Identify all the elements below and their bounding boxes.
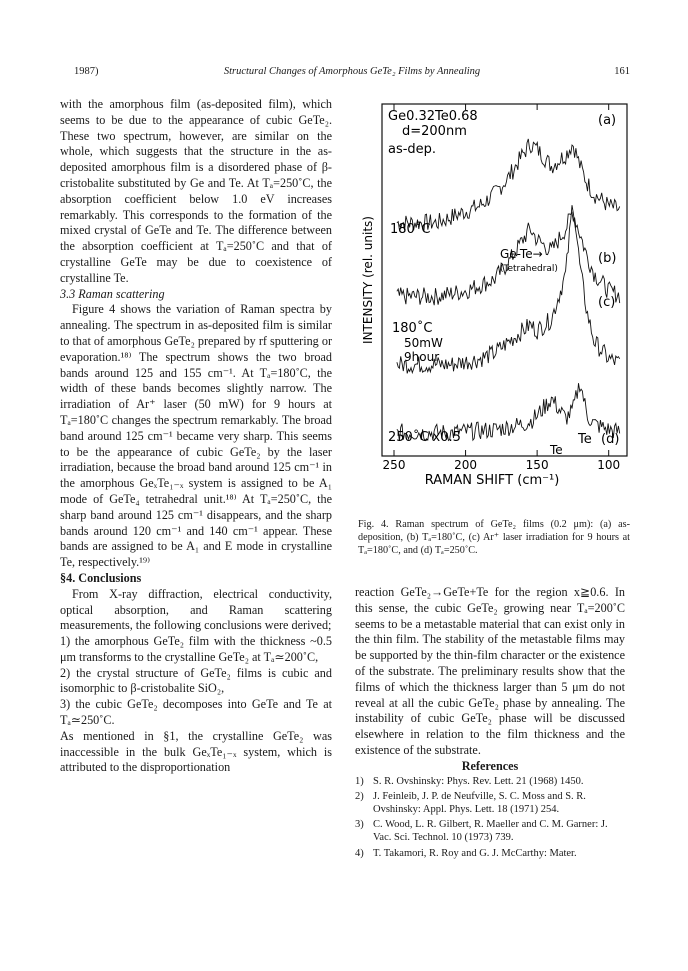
reference-text: J. Feinleib, J. P. de Neufville, S. C. Moss and S. R. Ovshinsky: Appl. Phys. Lett. 18 (1971) 254.	[373, 790, 586, 815]
reference-item	[355, 775, 625, 788]
spectra-lines	[397, 139, 620, 441]
x-tick-label: 200	[454, 458, 478, 472]
label-180c: 180˚C	[390, 222, 431, 237]
label-9hour: 9hour	[404, 350, 440, 364]
reference-number: 4)	[355, 847, 364, 859]
y-axis-label: INTENSITY (rel. units)	[361, 216, 375, 344]
annotation-ge-te: Ge-Te→	[500, 247, 543, 261]
page-number: 161	[614, 66, 630, 77]
reference-number: 1)	[355, 775, 364, 787]
x-ticks	[383, 104, 621, 472]
annotation-tetrahedral: (Tetrahedral)	[500, 264, 558, 274]
raman-figure	[352, 98, 630, 488]
raman-chart	[352, 98, 630, 488]
paragraph-conclusions-intro: From X-ray diffraction, electrical conductivity, optical absorption, and Raman scattering measurements, the following conclusions were derived;	[60, 586, 332, 633]
annotation-te-lower: Te	[550, 443, 563, 457]
reference-text: T. Takamori, R. Roy and G. J. McCarthy: Mater.	[373, 847, 577, 859]
subsection-raman-heading: 3.3 Raman scattering	[60, 286, 165, 301]
paragraph-bulk: As mentioned in §1, the crystalline GeTe₂ was inaccessible in the bulk GeₓTe₁₋ₓ system, which is attributed to the disproportionation	[60, 728, 332, 775]
running-header	[74, 66, 630, 82]
reference-item	[355, 847, 625, 860]
references-heading: References	[461, 758, 519, 773]
right-column	[355, 585, 625, 862]
header-title: Structural Changes of Amorphous GeTe₂ Films by Annealing	[223, 66, 481, 77]
panel-label-b: (b)	[598, 251, 617, 266]
sample-thickness: d=200nm	[402, 124, 467, 139]
reference-number: 3)	[355, 819, 364, 831]
references-list	[355, 775, 625, 860]
label-180c-laser: 180˚C	[392, 321, 433, 336]
panel-label-a: (a)	[598, 113, 617, 128]
sample-composition: Ge0.32Te0.68	[388, 109, 478, 124]
label-50mw: 50mW	[404, 336, 443, 350]
label-as-dep: as-dep.	[388, 142, 437, 157]
conclusion-item-1: 1) the amorphous GeTe₂ film with the thickness ~0.5 μm transforms to the crystalline GeTe₂ at Tₐ≃200˚C,	[60, 634, 332, 664]
x-tick-label: 100	[597, 458, 621, 472]
annotation-te-upper: Te	[578, 432, 592, 447]
left-column	[60, 97, 332, 776]
panel-label-c: (c)	[598, 295, 616, 310]
figure-caption: Fig. 4. Raman spectrum of GeTe₂ films (0.2 μm): (a) as-deposition, (b) Tₐ=180˚C, (c) Ar⁺ laser irradiation for 9 hours at Tₐ=180˚C, and (d) Tₐ=250˚C.	[358, 519, 630, 556]
reference-number: 2)	[355, 790, 364, 802]
conclusion-item-2: 2) the crystal structure of GeTe₂ films is cubic and isomorphic to β-cristobalite SiO₂,	[60, 665, 332, 696]
x-axis-label: RAMAN SHIFT (cm⁻¹)	[424, 473, 560, 488]
reference-text: S. R. Ovshinsky: Phys. Rev. Lett. 21 (1968) 1450.	[373, 775, 584, 787]
section-conclusions-heading: §4. Conclusions	[60, 570, 142, 585]
paragraph-optical: with the amorphous film (as-deposited film), which seems to be due to the appearance of cubic GeTe₂. These two spectrum, however, are similar on the whole, which suggests that the structure in the as-deposited amorphous film is a disordered phase of β-cristobalite substituted by Ge and Te. At Tₐ=250˚C, the absorption coefficient below 1.0 eV increases remarkably. This corresponds to the formation of the mixed crystal of GeTe and Te. The difference between the absorption coefficient at Tₐ=250˚C and that of crystalline GeTe may be due to coexistence of crystalline Te.	[60, 97, 332, 285]
reference-item	[355, 818, 625, 844]
label-250c-x05: 250˚C x0.5	[388, 430, 461, 445]
conclusion-item-3: 3) the cubic GeTe₂ decomposes into GeTe and Te at Tₐ≃250˚C.	[60, 697, 332, 728]
paragraph-metastable: reaction GeTe₂→GeTe+Te for the region x≧0.6. In this sense, the cubic GeTe₂ growing near Tₐ=200˚C seems to be a metastable material that can exist only in the thin film. The stability of the metastable films may be supported by the thin-film character or the existence of the substrate. The preliminary results show that the films of which the thickness larger than 5 μm do not reveal at all the cubic GeTe₂ phase by annealing. The instability of cubic GeTe₂ phase will be discussed elsewhere in relation to the film thickness and the existence of the substrate.	[355, 585, 625, 757]
reference-text: C. Wood, L. R. Gilbert, R. Maeller and C. M. Garner: J. Vac. Sci. Technol. 10 (1973) 739.	[373, 819, 608, 844]
x-tick-label: 250	[382, 458, 406, 472]
header-year: 1987)	[74, 66, 99, 77]
paragraph-raman: Figure 4 shows the variation of Raman spectra by annealing. The spectrum in as-deposited film is similar to that of amorphous GeTe₂ prepared by rf sputtering or evaporation.¹⁸⁾ The spectrum shows the two broad bands around 125 and 155 cm⁻¹. At Tₐ=180˚C, the width of these bands becomes slightly narrow. The irradiation of Ar⁺ laser (50 mW) for 9 hours at Tₐ=180˚C changes the spectrum remarkably. The broad band around 125 cm⁻¹ became very sharp. This seems to be the appearance of cubic GeTe₂ by the laser irradiation, because the broad band around 125 cm⁻¹ in the amorphous GeₓTe₁₋ₓ system is assigned to be A₁ mode of GeTe₄ tetrahedral unit.¹⁸⁾ At Tₐ=250˚C, the sharp band around 125 cm⁻¹ disappears, and the sharp bands around 120 cm⁻¹ and 140 cm⁻¹ appear. These bands are assigned to be A₁ and E mode in crystalline Te, respectively.¹⁹⁾	[60, 302, 332, 570]
panel-label-d: (d)	[601, 432, 620, 447]
x-tick-label: 150	[525, 458, 549, 472]
reference-item	[355, 790, 625, 816]
